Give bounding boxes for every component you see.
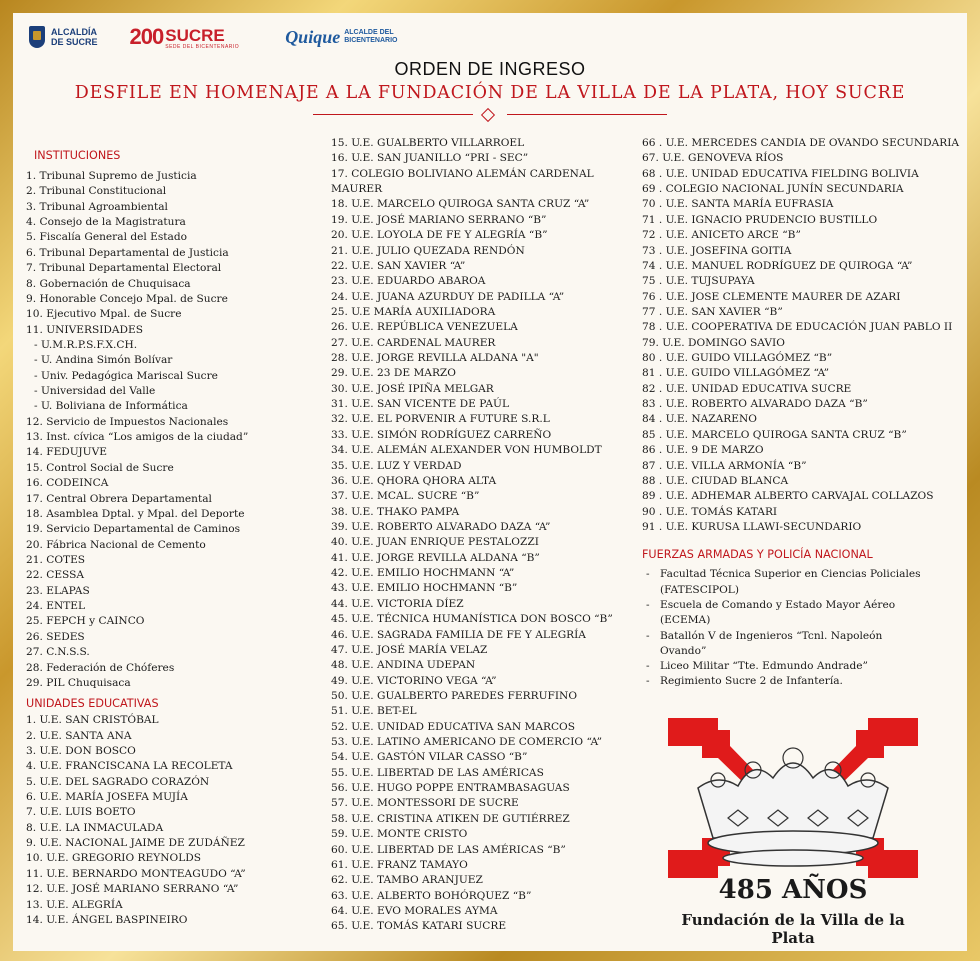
anniversary-emblem (658, 718, 928, 947)
institucion-item: 16. CODEINCA (26, 477, 109, 490)
unidad-item: 4. U.E. FRANCISCANA LA RECOLETA (26, 760, 233, 773)
alcaldia-line-1: ALCALDÍA (51, 27, 97, 37)
alcaldia-line-2: DE SUCRE (51, 37, 98, 47)
unidad-item: 80 . U.E. GUIDO VILLAGÓMEZ “B” (642, 352, 833, 365)
unidad-item: 32. U.E. EL PORVENIR A FUTURE S.R.L (331, 413, 550, 426)
unidad-item: 2. U.E. SANTA ANA (26, 729, 132, 742)
institucion-item: 13. Inst. cívica “Los amigos de la ciudad” (26, 431, 249, 444)
unidad-item: 69 . COLEGIO NACIONAL JUNÍN SECUNDARIA (642, 183, 904, 196)
institucion-item: 7. Tribunal Departamental Electoral (26, 262, 222, 275)
anniversary-caption: Fundación de la Villa de la Plata (681, 911, 905, 947)
unidad-item: 10. U.E. GREGORIO REYNOLDS (26, 852, 201, 865)
unidad-item: 50. U.E. GUALBERTO PAREDES FERRUFINO (331, 689, 578, 702)
unidad-item: 41. U.E. JORGE REVILLA ALDANA “B” (331, 551, 540, 564)
unidad-item: 33. U.E. SIMÓN RODRÍGUEZ CARREÑO (331, 428, 552, 441)
crown-cross-icon (658, 718, 928, 878)
unidad-item: 45. U.E. TÉCNICA HUMANÍSTICA DON BOSCO “B” (331, 613, 613, 626)
unidad-item: 43. U.E. EMILIO HOCHMANN “B” (331, 582, 518, 595)
unidad-item: 42. U.E. EMILIO HOCHMANN “A” (331, 567, 515, 580)
fuerzas-heading: FUERZAS ARMADAS Y POLICÍA NACIONAL (642, 548, 873, 562)
unidad-item: 79. U.E. DOMINGO SAVIO (642, 336, 785, 349)
anniversary-years: 485 AÑOS (718, 875, 868, 905)
unidad-item: 83 . U.E. ROBERTO ALVARADO DAZA “B” (642, 398, 868, 411)
unidad-item: 90 . U.E. TOMÁS KATARI (642, 505, 778, 518)
institucion-item: 26. SEDES (26, 630, 85, 643)
unidad-item: 6. U.E. MARÍA JOSEFA MUJÍA (26, 791, 188, 804)
quique-sub-2: BICENTENARIO (344, 37, 398, 44)
quique-logo (285, 27, 397, 48)
fuerza-item: - Escuela de Comando y Estado Mayor Aéreo (ECEMA) (642, 598, 922, 629)
unidad-item: 71 . U.E. IGNACIO PRUDENCIO BUSTILLO (642, 213, 878, 226)
column-left (26, 148, 306, 928)
institucion-item: 19. Servicio Departamental de Caminos (26, 523, 241, 536)
institucion-item: 10. Ejecutivo Mpal. de Sucre (26, 308, 182, 321)
unidad-item: 34. U.E. ALEMÁN ALEXANDER VON HUMBOLDT (331, 444, 602, 457)
unidad-item: 8. U.E. LA INMACULADA (26, 821, 164, 834)
sucre-200-number: 200 (129, 24, 164, 49)
unidad-item: 66 . U.E. MERCEDES CANDIA DE OVANDO SECUNDARIA (642, 137, 960, 149)
unidad-item: 52. U.E. UNIDAD EDUCATIVA SAN MARCOS (331, 720, 575, 733)
unidad-item: 35. U.E. LUZ Y VERDAD (331, 459, 462, 472)
fuerzas-list (642, 567, 922, 689)
unidad-item: 23. U.E. EDUARDO ABAROA (331, 275, 486, 288)
unidad-item: 44. U.E. VICTORIA DÍEZ (331, 597, 464, 610)
institucion-item: 17. Central Obrera Departamental (26, 492, 212, 505)
institucion-item: 23. ELAPAS (26, 584, 90, 597)
fuerza-item: - Liceo Militar “Tte. Edmundo Andrade” (642, 659, 922, 674)
unidad-item: 37. U.E. MCAL. SUCRE “B” (331, 490, 480, 503)
sucre-subtitle: SEDE DEL BICENTENARIO (165, 44, 240, 50)
fuerza-item: - Batallón V de Ingenieros “Tcnl. Napoleón Ovando” (642, 629, 922, 660)
unidad-item: 56. U.E. HUGO POPPE ENTRAMBASAGUAS (331, 782, 570, 795)
unidad-item: 84 . U.E. NAZARENO (642, 413, 757, 426)
institucion-item: - U. Andina Simón Bolívar (34, 354, 173, 367)
institucion-item: 18. Asamblea Dptal. y Mpal. del Deporte (26, 507, 245, 520)
institucion-item: 25. FEPCH y CAINCO (26, 615, 145, 628)
unidad-item: 51. U.E. BET-EL (331, 705, 417, 718)
unidad-item: 58. U.E. CRISTINA ATIKEN DE GUTIÉRREZ (331, 812, 570, 825)
institucion-item: - Univ. Pedagógica Mariscal Sucre (34, 369, 218, 382)
unidad-item: 9. U.E. NACIONAL JAIME DE ZUDÁÑEZ (26, 837, 245, 850)
unidad-item: 81 . U.E. GUIDO VILLAGÓMEZ “A” (642, 367, 830, 380)
unidad-item: 75 . U.E. TUJSUPAYA (642, 275, 755, 288)
unidad-item: 62. U.E. TAMBO ARANJUEZ (331, 874, 483, 887)
institucion-item: - Universidad del Valle (34, 385, 156, 398)
column-right (642, 136, 967, 690)
unidad-item: 82 . U.E. UNIDAD EDUCATIVA SUCRE (642, 382, 852, 395)
institucion-item: 27. C.N.S.S. (26, 646, 90, 659)
unidad-item: 85 . U.E. MARCELO QUIROGA SANTA CRUZ “B” (642, 428, 907, 441)
diamond-ornament-icon (481, 108, 495, 122)
unidad-item: 29. U.E. 23 DE MARZO (331, 367, 456, 380)
instituciones-list (26, 169, 306, 691)
unidad-item: 87 . U.E. VILLA ARMONÍA “B” (642, 459, 807, 472)
unidad-item: 7. U.E. LUIS BOETO (26, 806, 136, 819)
fuerza-item: - Regimiento Sucre 2 de Infantería. (642, 674, 922, 689)
unidad-item: 14. U.E. ÁNGEL BASPINEIRO (26, 913, 188, 926)
institucion-item: 11. UNIVERSIDADES (26, 323, 144, 336)
unidad-item: 27. U.E. CARDENAL MAURER (331, 336, 496, 349)
column-middle (331, 136, 651, 935)
unidad-item: 57. U.E. MONTESSORI DE SUCRE (331, 797, 519, 810)
unidad-item: 64. U.E. EVO MORALES AYMA (331, 904, 498, 917)
unidad-item: 11. U.E. BERNARDO MONTEAGUDO “A” (26, 867, 246, 880)
unidad-item: 77 . U.E. SAN XAVIER “B” (642, 305, 783, 318)
unidad-item: 63. U.E. ALBERTO BOHÓRQUEZ “B” (331, 889, 532, 902)
unidad-item: 3. U.E. DON BOSCO (26, 744, 136, 757)
unidad-item: 31. U.E. SAN VICENTE DE PAÚL (331, 398, 510, 411)
unidad-item: 21. U.E. JULIO QUEZADA RENDÓN (331, 244, 525, 257)
unidad-item: 16. U.E. SAN JUANILLO “PRI - SEC” (331, 152, 529, 165)
unidad-item: 86 . U.E. 9 DE MARZO (642, 444, 764, 457)
institucion-item: 4. Consejo de la Magistratura (26, 216, 186, 229)
unidad-item: 24. U.E. JUANA AZURDUY DE PADILLA “A” (331, 290, 565, 303)
institucion-item: - U. Boliviana de Informática (34, 400, 188, 413)
poster (13, 13, 967, 951)
unidad-item: 76 . U.E. JOSE CLEMENTE MAURER DE AZARI (642, 290, 901, 303)
unidad-item: 60. U.E. LIBERTAD DE LAS AMÉRICAS “B” (331, 843, 566, 856)
unidad-item: 20. U.E. LOYOLA DE FE Y ALEGRÍA “B” (331, 229, 548, 242)
unidad-item: 49. U.E. VICTORINO VEGA “A” (331, 674, 497, 687)
unidad-item: 40. U.E. JUAN ENRIQUE PESTALOZZI (331, 536, 539, 549)
unidad-item: 46. U.E. SAGRADA FAMILIA DE FE Y ALEGRÍA (331, 628, 586, 641)
unidad-item: 13. U.E. ALEGRÍA (26, 898, 123, 911)
unidad-item: 59. U.E. MONTE CRISTO (331, 828, 468, 841)
sucre-200-logo (130, 24, 240, 50)
institucion-item: 12. Servicio de Impuestos Nacionales (26, 415, 229, 428)
unidad-item: 89 . U.E. ADHEMAR ALBERTO CARVAJAL COLLAZOS (642, 490, 934, 503)
fuerza-item: - Facultad Técnica Superior en Ciencias Policiales (FATESCIPOL) (642, 567, 922, 598)
unidad-item: 38. U.E. THAKO PAMPA (331, 505, 460, 518)
unidad-item: 15. U.E. GUALBERTO VILLARROEL (331, 137, 525, 149)
institucion-item: - U.M.R.P.S.F.X.CH. (34, 338, 138, 351)
institucion-item: 1. Tribunal Supremo de Justicia (26, 170, 197, 182)
unidad-item: 55. U.E. LIBERTAD DE LAS AMÉRICAS (331, 766, 544, 779)
unidad-item: 61. U.E. FRANZ TAMAYO (331, 858, 468, 871)
unidad-item: 47. U.E. JOSÉ MARÍA VELAZ (331, 643, 488, 656)
unidad-item: 39. U.E. ROBERTO ALVARADO DAZA “A” (331, 520, 551, 533)
institucion-item: 14. FEDUJUVE (26, 446, 107, 459)
institucion-item: 21. COTES (26, 553, 86, 566)
unidad-item: 36. U.E. QHORA QHORA ALTA (331, 474, 497, 487)
sucre-word: SUCRE (165, 26, 225, 45)
institucion-item: 5. Fiscalía General del Estado (26, 231, 188, 244)
unidades-list-3 (642, 136, 967, 535)
unidad-item: 12. U.E. JOSÉ MARIANO SERRANO “A” (26, 883, 239, 896)
unidad-item: 22. U.E. SAN XAVIER “A” (331, 259, 466, 272)
unidad-item: 91 . U.E. KURUSA LLAWI-SECUNDARIO (642, 520, 862, 533)
institucion-item: 6. Tribunal Departamental de Justicia (26, 246, 229, 259)
unidades-list-2 (331, 136, 651, 935)
unidades-list-1 (26, 713, 306, 928)
unidad-item: 73 . U.E. JOSEFINA GOITIA (642, 244, 792, 257)
unidad-item: 1. U.E. SAN CRISTÓBAL (26, 714, 159, 727)
unidades-heading: UNIDADES EDUCATIVAS (26, 697, 159, 711)
institucion-item: 9. Honorable Concejo Mpal. de Sucre (26, 292, 228, 305)
quique-word: Quique (285, 26, 341, 47)
unidad-item: 48. U.E. ANDINA UDEPAN (331, 659, 476, 672)
unidad-item: 65. U.E. TOMÁS KATARI SUCRE (331, 920, 507, 933)
header-logos (29, 19, 397, 55)
unidad-item: 53. U.E. LATINO AMERICANO DE COMERCIO “A” (331, 736, 602, 749)
unidad-item: 5. U.E. DEL SAGRADO CORAZÓN (26, 775, 210, 788)
unidad-item: 30. U.E. JOSÉ IPIÑA MELGAR (331, 382, 494, 395)
unidad-item: 28. U.E. JORGE REVILLA ALDANA "A" (331, 352, 539, 365)
unidad-item: 88 . U.E. CIUDAD BLANCA (642, 474, 789, 487)
institucion-item: 29. PIL Chuquisaca (26, 676, 131, 689)
coat-of-arms-icon (29, 26, 45, 48)
unidad-item: 19. U.E. JOSÉ MARIANO SERRANO “B” (331, 213, 547, 226)
institucion-item: 2. Tribunal Constitucional (26, 185, 167, 198)
institucion-item: 28. Federación de Chóferes (26, 661, 175, 674)
page-title: ORDEN DE INGRESO (394, 59, 586, 79)
unidad-item: 72 . U.E. ANICETO ARCE “B” (642, 229, 801, 242)
unidad-item: 18. U.E. MARCELO QUIROGA SANTA CRUZ “A” (331, 198, 590, 211)
unidad-item: 17. COLEGIO BOLIVIANO ALEMÁN CARDENAL MAURER (331, 167, 594, 196)
unidad-item: 74 . U.E. MANUEL RODRÍGUEZ DE QUIROGA “A” (642, 259, 913, 272)
institucion-item: 15. Control Social de Sucre (26, 461, 174, 474)
quique-sub-1: ALCALDE DEL (344, 29, 394, 36)
institucion-item: 20. Fábrica Nacional de Cemento (26, 538, 206, 551)
unidad-item: 25. U.E MARÍA AUXILIADORA (331, 305, 496, 318)
institucion-item: 24. ENTEL (26, 600, 86, 613)
unidad-item: 54. U.E. GASTÓN VILAR CASSO “B” (331, 751, 528, 764)
institucion-item: 22. CESSA (26, 569, 85, 582)
page-subtitle: DESFILE EN HOMENAJE A LA FUNDACIÓN DE LA VILLA DE LA PLATA, HOY SUCRE (74, 83, 906, 103)
unidad-item: 67. U.E. GENOVEVA RÍOS (642, 152, 784, 165)
unidad-item: 78 . U.E. COOPERATIVA DE EDUCACIÓN JUAN PABLO II (642, 321, 953, 334)
unidad-item: 70 . U.E. SANTA MARÍA EUFRASIA (642, 198, 834, 211)
instituciones-heading: INSTITUCIONES (34, 149, 121, 162)
title-divider (313, 110, 667, 120)
alcaldia-logo (29, 26, 98, 48)
unidad-item: 68 . U.E. UNIDAD EDUCATIVA FIELDING BOLIVIA (642, 167, 919, 180)
institucion-item: 8. Gobernación de Chuquisaca (26, 277, 191, 290)
institucion-item: 3. Tribunal Agroambiental (26, 200, 168, 213)
unidad-item: 26. U.E. REPÚBLICA VENEZUELA (331, 321, 518, 334)
